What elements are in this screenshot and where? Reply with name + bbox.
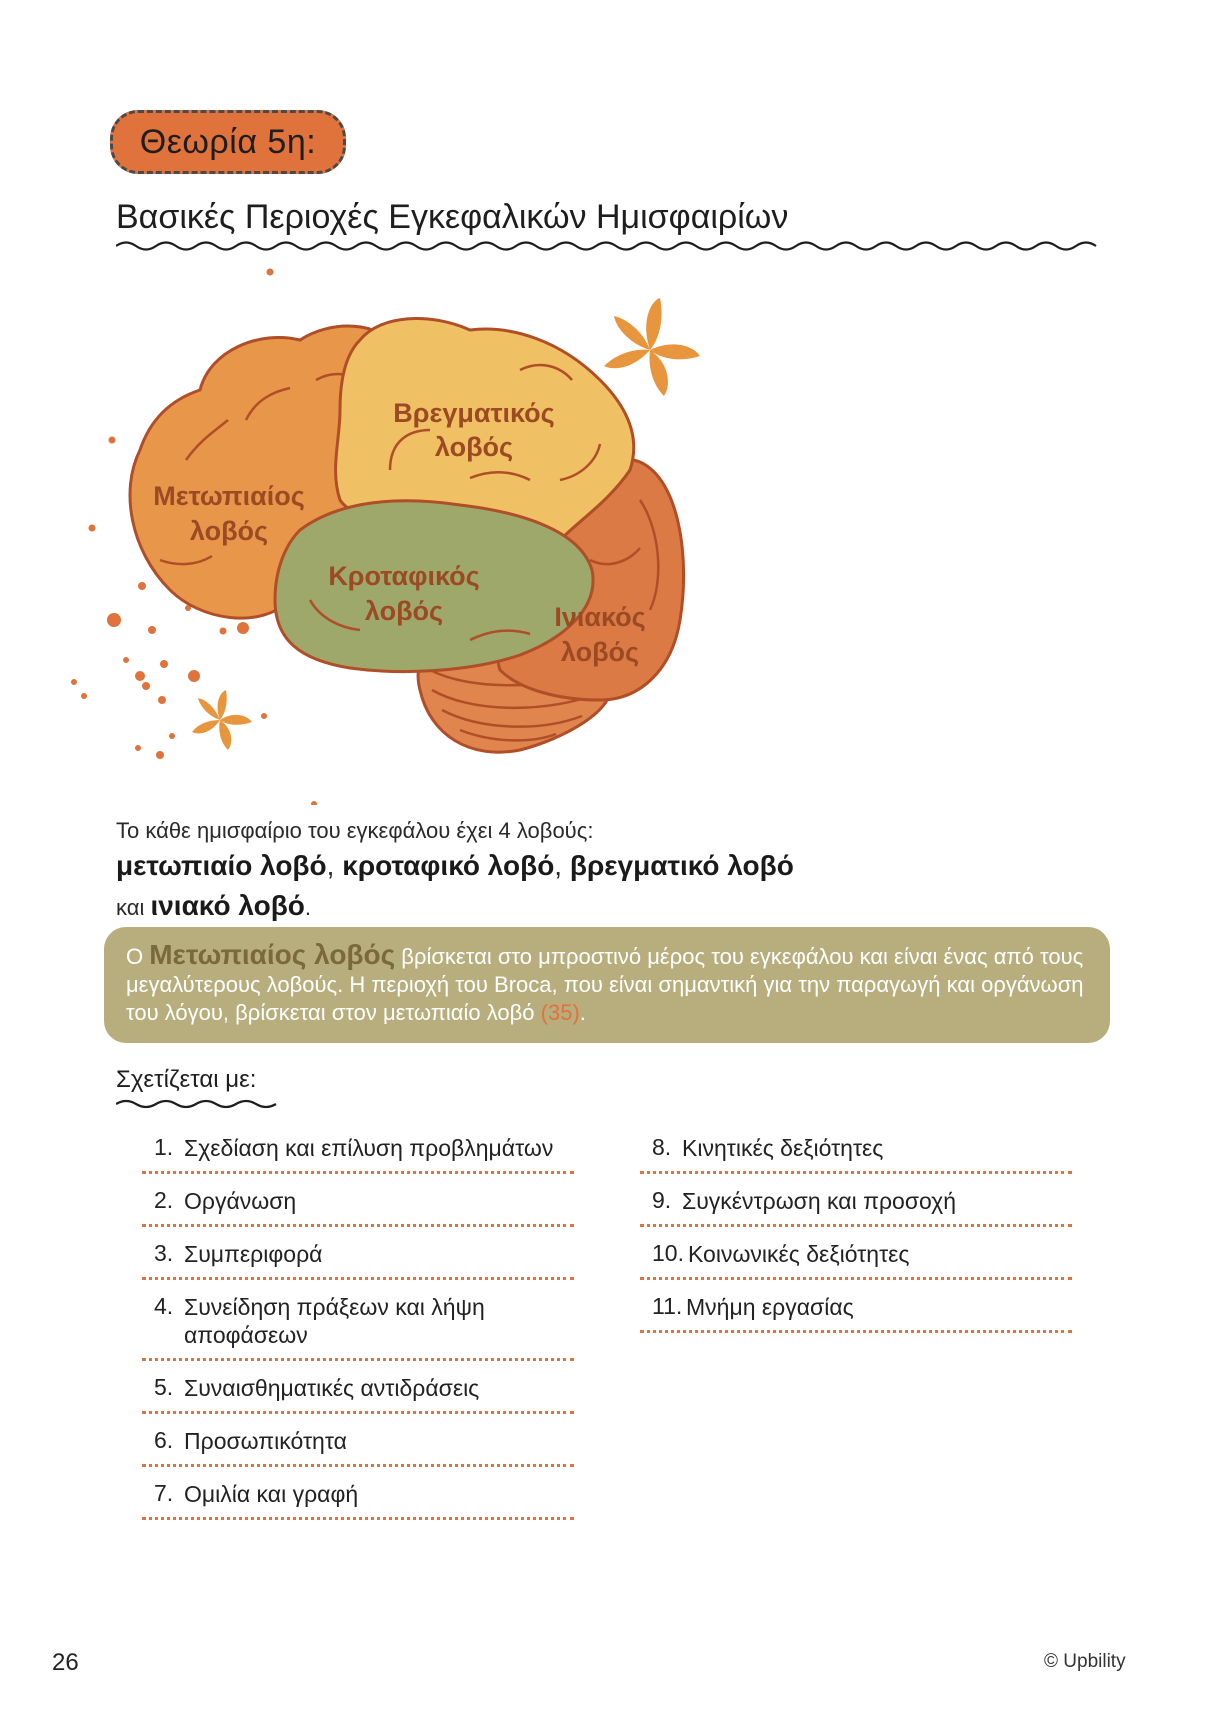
occipital-label-1: Ινιακός	[554, 602, 646, 632]
lobe-frontal: μετωπιαίο λοβό	[116, 850, 327, 882]
temporal-label-2: λοβός	[364, 596, 444, 626]
temporal-label-1: Κροταφικός	[328, 561, 480, 591]
info-body: βρίσκεται στο μπροστινό μέρος του εγκεφάλου και είναι ένας από τους μεγαλύτερους λοβούς. Η περιοχή του Broca, που είναι σημαντική για την παραγωγή και οργάνωση του λόγου, βρίσκεται στον μετωπιαίο λοβό	[126, 944, 1084, 1025]
intro-line: Το κάθε ημισφαίριο του εγκεφάλου έχει 4 λοβούς:	[116, 818, 594, 843]
item-text: Μνήμη εργασίας	[686, 1294, 854, 1320]
list-item	[142, 1134, 574, 1174]
list-item	[142, 1240, 574, 1280]
lobe-temporal: κροταφικό λοβό	[342, 850, 555, 882]
frontal-label-2: λοβός	[189, 516, 269, 546]
list-item	[640, 1293, 1072, 1333]
title-underline-wave	[116, 239, 1100, 253]
item-number: 2.	[154, 1187, 174, 1213]
flower-icon	[604, 298, 700, 396]
reference-link[interactable]: (35)	[540, 1000, 580, 1025]
related-list-left	[142, 1134, 574, 1533]
info-prefix: Ο	[126, 944, 150, 969]
item-number: 1.	[154, 1134, 174, 1160]
list-item	[640, 1187, 1072, 1227]
page-number: 26	[52, 1649, 79, 1676]
parietal-label-1: Βρεγματικός	[393, 398, 555, 428]
lobe-occipital: ινιακό λοβό	[150, 890, 305, 922]
page-title: Βασικές Περιοχές Εγκεφαλικών Ημισφαιρίων	[116, 198, 789, 236]
info-box	[104, 927, 1110, 1043]
info-highlight: Μετωπιαίος λοβός	[149, 939, 396, 970]
occipital-label-2: λοβός	[560, 637, 640, 667]
item-text: Συγκέντρωση και προσοχή	[682, 1188, 957, 1214]
lobes-list	[116, 848, 1116, 884]
item-number: 3.	[154, 1240, 174, 1266]
item-number: 5.	[154, 1374, 174, 1400]
item-number: 7.	[154, 1480, 174, 1506]
item-text: Οργάνωση	[184, 1188, 297, 1214]
item-text: Συναισθηματικές αντιδράσεις	[184, 1375, 480, 1401]
list-item	[142, 1427, 574, 1467]
item-text: Προσωπικότητα	[184, 1428, 347, 1454]
related-title: Σχετίζεται με:	[116, 1066, 257, 1093]
item-number: 11.	[652, 1293, 683, 1319]
list-item	[142, 1187, 574, 1227]
parietal-label-2: λοβός	[434, 432, 514, 462]
item-text: Κινητικές δεξιότητες	[682, 1135, 884, 1161]
brain-illustration	[60, 265, 720, 805]
intro-text	[116, 814, 1116, 927]
copyright: © Upbility	[1044, 1651, 1126, 1672]
lobes-list-end	[116, 884, 1116, 927]
separator: ,	[554, 850, 570, 882]
item-text: Ομιλία και γραφή	[184, 1481, 359, 1507]
list-item	[142, 1480, 574, 1520]
lobe-parietal: βρεγματικό λοβό	[569, 850, 794, 882]
item-number: 6.	[154, 1427, 174, 1453]
item-number: 10.	[652, 1240, 684, 1266]
list-item	[640, 1240, 1072, 1280]
and-word: και	[116, 895, 151, 921]
related-underline-wave	[116, 1098, 280, 1110]
related-list-right	[640, 1134, 1072, 1346]
info-end: .	[579, 1000, 586, 1025]
list-item	[142, 1374, 574, 1414]
item-number: 9.	[652, 1187, 672, 1213]
list-item	[640, 1134, 1072, 1174]
item-number: 4.	[154, 1293, 174, 1319]
separator: ,	[326, 850, 343, 882]
item-text: Συμπεριφορά	[184, 1241, 323, 1267]
item-text: Κοινωνικές δεξιότητες	[688, 1241, 910, 1267]
frontal-label-1: Μετωπιαίος	[153, 481, 305, 511]
item-text: Συνείδηση πράξεων και λήψη αποφάσεων	[184, 1294, 485, 1348]
item-text: Σχεδίαση και επίλυση προβλημάτων	[184, 1135, 554, 1161]
period: .	[304, 895, 312, 921]
flower-icon	[192, 690, 252, 750]
item-number: 8.	[652, 1134, 672, 1160]
list-item	[142, 1293, 574, 1361]
theory-badge: Θεωρία 5η:	[110, 110, 346, 174]
